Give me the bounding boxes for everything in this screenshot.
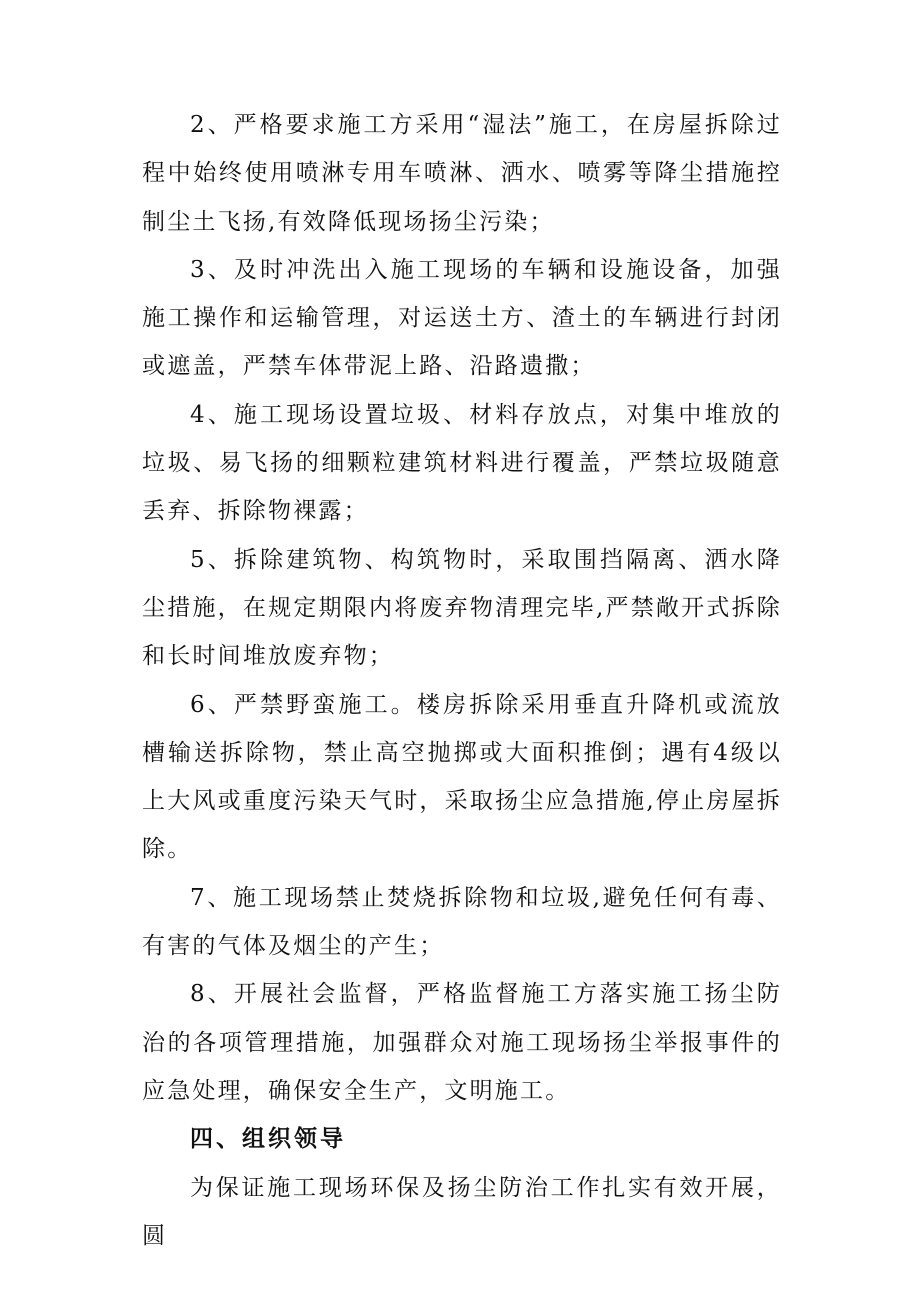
paragraph-item-2: 2、严格要求施工方采用“湿法”施工，在房屋拆除过程中始终使用喷淋专用车喷淋、洒水、喷雾等降尘措施控制尘土飞扬,有效降低现场扬尘污染； (142, 112, 782, 235)
paragraph-item-8: 8、开展社会监督，严格监督施工方落实施工扬尘防治的各项管理措施，加强群众对施工现场扬尘举报事件的应急处理，确保安全生产，文明施工。 (142, 981, 782, 1104)
document-body (142, 101, 782, 1260)
paragraph-item-7: 7、施工现场禁止焚烧拆除物和垃圾,避免任何有毒、有害的气体及烟尘的产生； (142, 884, 782, 960)
paragraph-item-4: 4、施工现场设置垃圾、材料存放点，对集中堆放的垃圾、易飞扬的细颗粒建筑材料进行覆盖，严禁垃圾随意丢弃、拆除物裸露； (142, 401, 782, 525)
paragraph-item-3: 3、及时冲洗出入施工现场的车辆和设施设备，加强施工操作和运输管理，对运送土方、渣土的车辆进行封闭或遮盖，严禁车体带泥上路、沿路遗撒； (142, 256, 782, 380)
section-heading: 四、组织领导 (190, 1126, 346, 1153)
paragraph-item-6: 6、严禁野蛮施工。楼房拆除采用垂直升降机或流放槽输送拆除物，禁止高空抛掷或大面积推倒；遇有4级以上大风或重度污染天气时，采取扬尘应急措施,停止房屋拆除。 (142, 691, 782, 863)
paragraph-item-5: 5、拆除建筑物、构筑物时，采取围挡隔离、洒水降尘措施，在规定期限内将废弃物清理完毕,严禁敞开式拆除和长时间堆放废弃物； (142, 546, 782, 670)
closing-paragraph: 为保证施工现场环保及扬尘防治工作扎实有效开展，圆 (142, 1174, 782, 1249)
